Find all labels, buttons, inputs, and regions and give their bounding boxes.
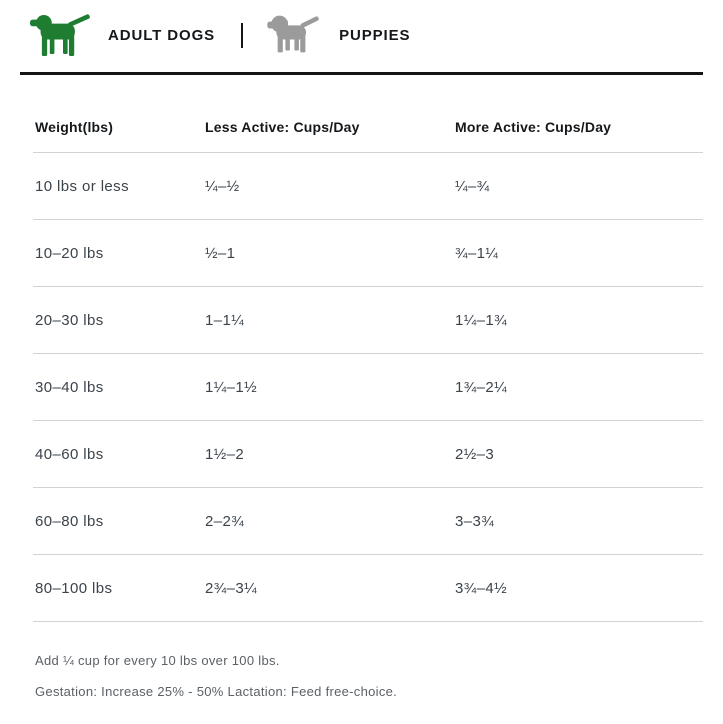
more-active-cell: ¾–1¼ [455,244,499,262]
table-row [33,421,703,488]
note-gestation-lactation: Gestation: Increase 25% - 50% Lactation: Feed free-choice. [35,684,398,699]
more-active-cell: 2½–3 [455,445,495,463]
adult-dog-icon [30,13,96,58]
more-active-cell: 1¾–2¼ [455,378,508,396]
less-active-cell: ¼–½ [205,177,240,195]
weight-cell: 10 lbs or less [35,177,129,195]
tab-adult-dogs-label: ADULT DOGS [108,26,216,44]
weight-cell: 40–60 lbs [35,445,104,463]
header-weight: Weight(lbs) [35,119,114,135]
more-active-cell: 1¼–1¾ [455,311,508,329]
weight-cell: 10–20 lbs [35,244,104,262]
less-active-cell: 2¾–3¼ [205,579,258,597]
feeding-table [33,75,703,622]
table-row [33,153,703,220]
weight-cell: 80–100 lbs [35,579,113,597]
less-active-cell: ½–1 [205,244,236,262]
table-row [33,220,703,287]
weight-cell: 60–80 lbs [35,512,104,530]
more-active-cell: 3–3¾ [455,512,495,530]
less-active-cell: 2–2¾ [205,512,245,530]
table-row [33,354,703,421]
more-active-cell: ¼–¾ [455,177,490,195]
table-row [33,488,703,555]
more-active-cell: 3¾–4½ [455,579,508,597]
tab-puppies[interactable] [267,15,410,55]
table-row [33,555,703,622]
table-header-row [33,75,703,153]
weight-cell: 20–30 lbs [35,311,104,329]
feeding-tabs [20,6,703,64]
header-more-active: More Active: Cups/Day [455,119,612,135]
less-active-cell: 1¼–1½ [205,378,258,396]
less-active-cell: 1½–2 [205,445,245,463]
header-less-active: Less Active: Cups/Day [205,119,360,135]
puppy-dog-icon [267,15,327,55]
tab-puppies-label: PUPPIES [339,26,411,44]
note-over-100lbs: Add ¼ cup for every 10 lbs over 100 lbs. [35,653,280,668]
less-active-cell: 1–1¼ [205,311,245,329]
weight-cell: 30–40 lbs [35,378,104,396]
tab-adult-dogs[interactable] [30,13,215,58]
footnotes [35,645,703,707]
tab-divider [241,23,243,48]
table-row [33,287,703,354]
